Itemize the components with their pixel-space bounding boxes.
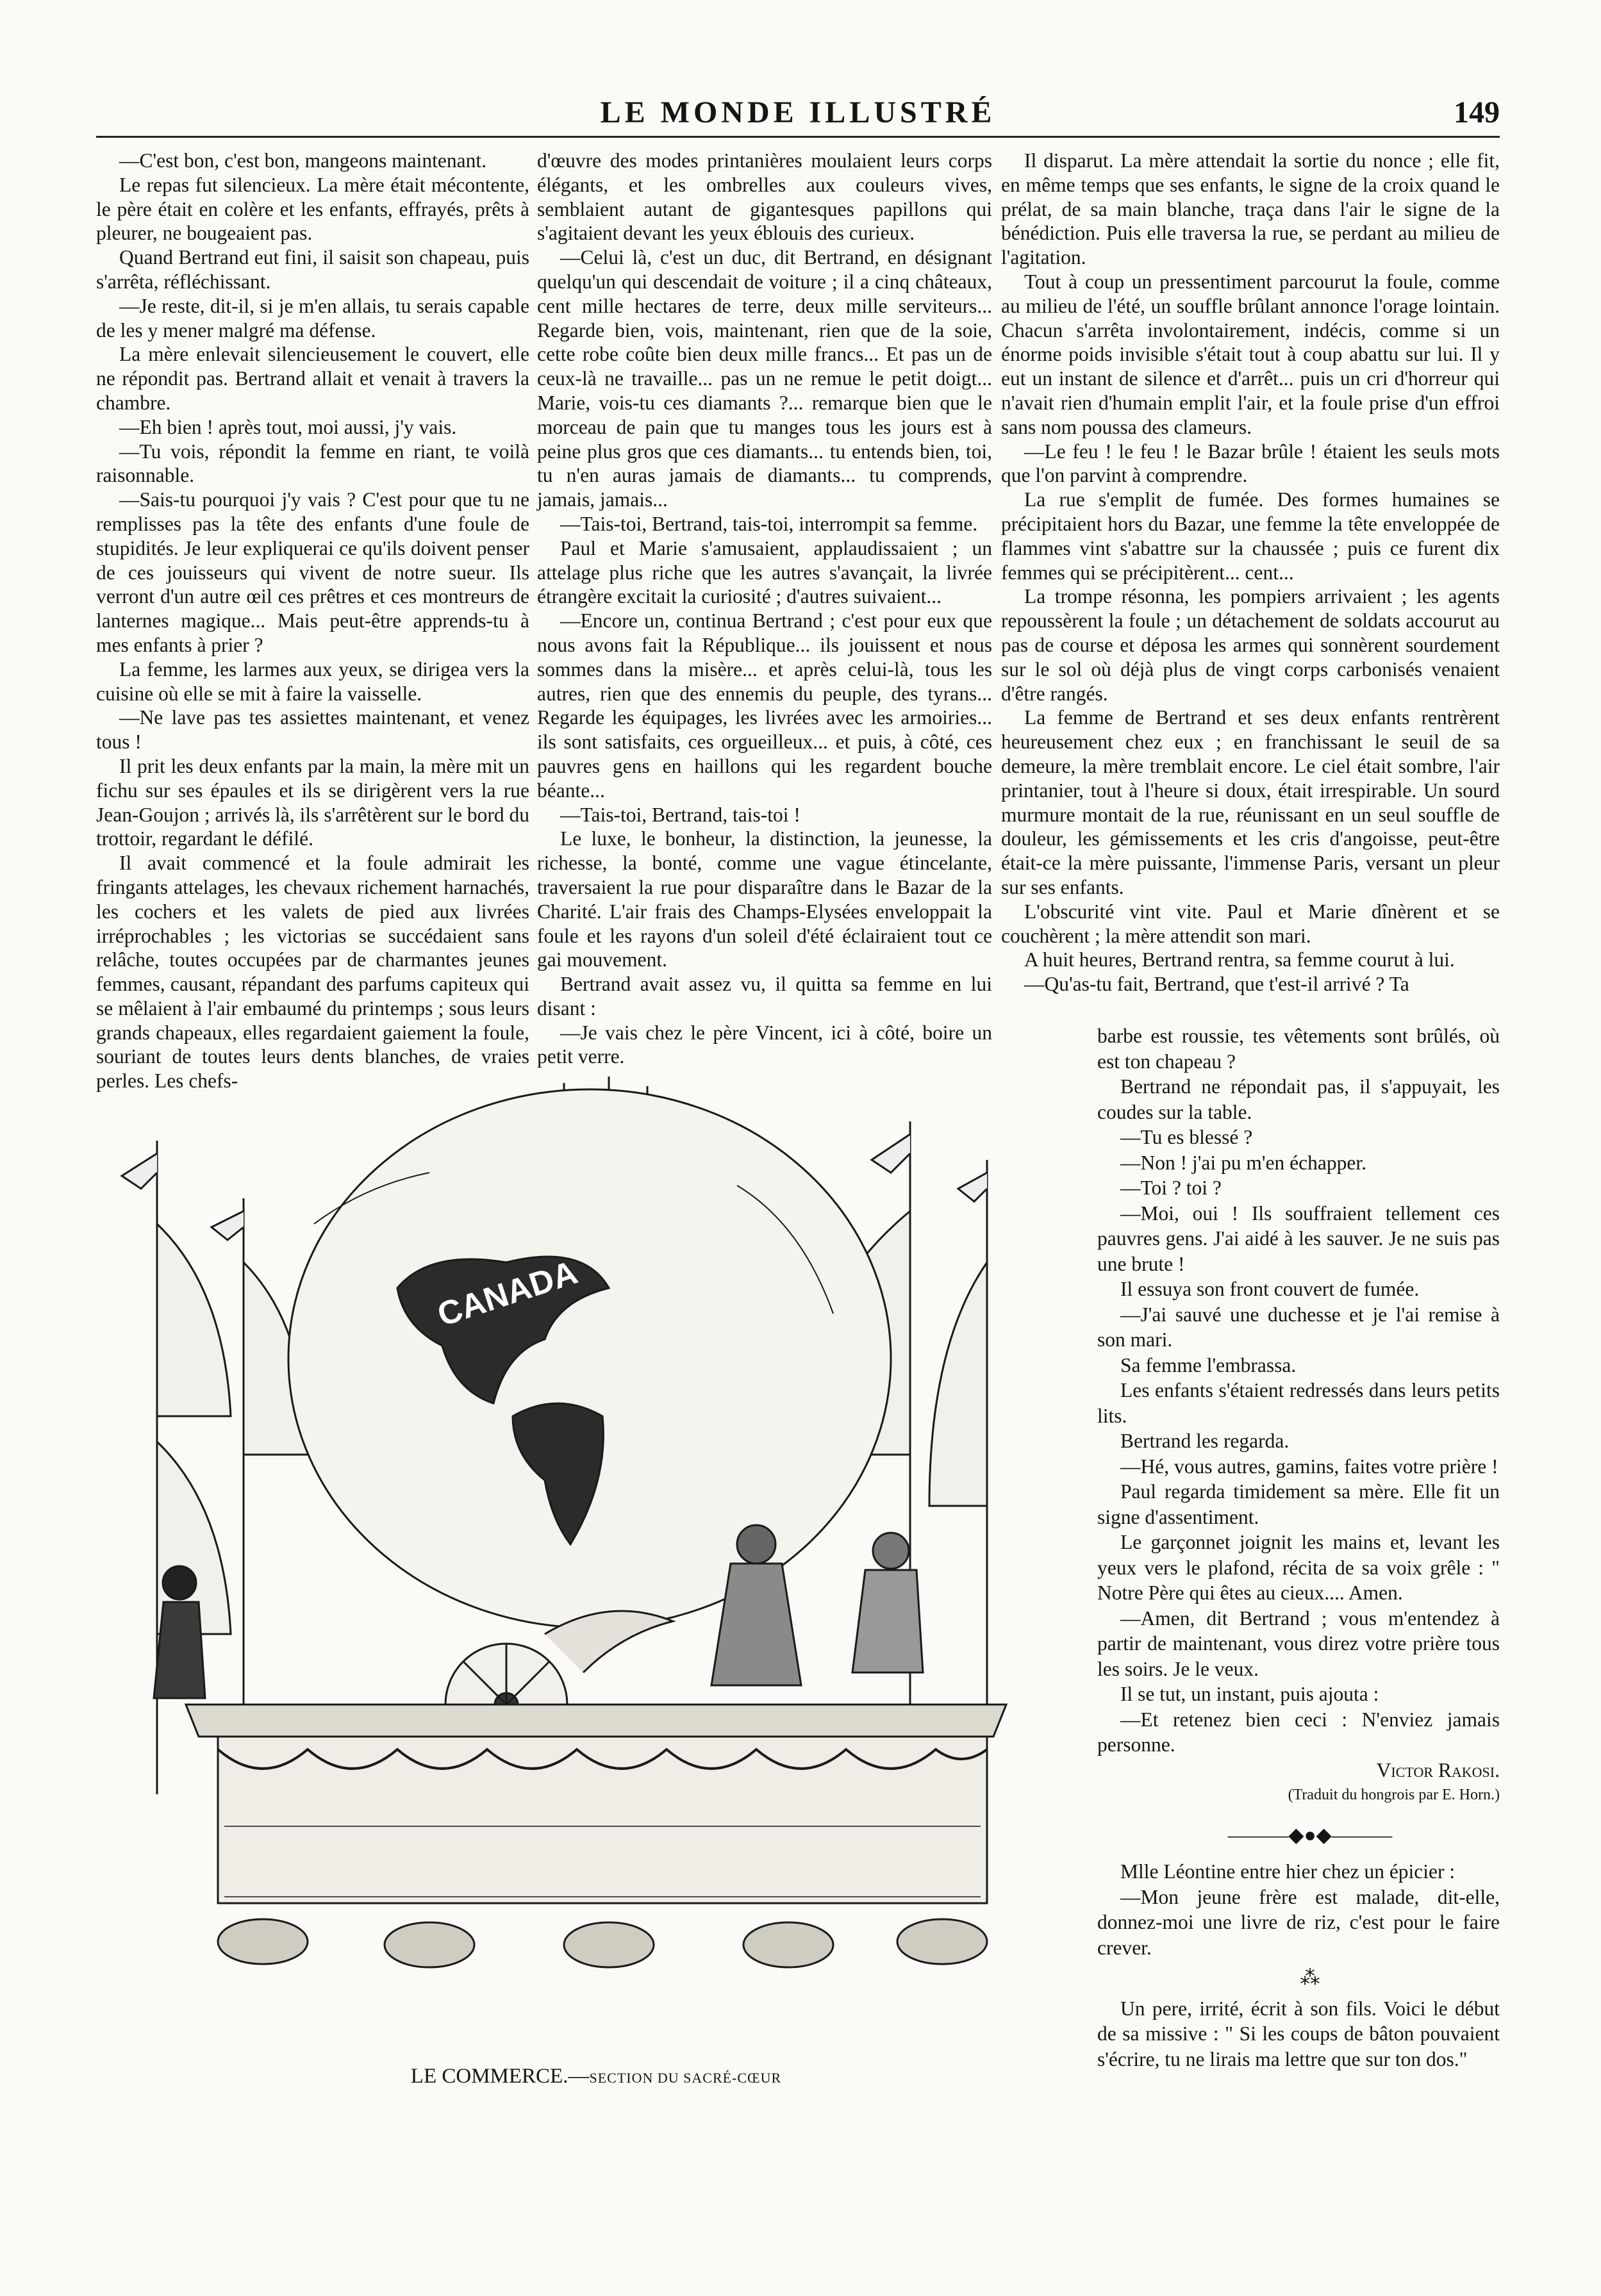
paragraph: —Mon jeune frère est malade, dit-elle, donnez-moi une livre de riz, c'est pour le faire crever. [1097,1885,1500,1959]
paragraph: —Tais-toi, Bertrand, tais-toi, interrompit sa femme. [560,512,978,535]
paragraph: Il prit les deux enfants par la main, la mère mit un fichu sur ses épaules et ils se dirigèrent vers la rue Jean-Goujon ; arrivés là, ils s'arrêtèrent sur le bord du trottoir, regardant le défilé. [96,754,529,850]
paragraph: —Je vais chez le père Vincent, ici à côté, boire un petit verre. [537,1021,992,1068]
paragraph: Il disparut. La mère attendait la sortie du nonce ; elle fit, en même temps que ses enfants, le signe de la croix quand le prélat, de sa main blanche, traça dans l'air le signe de la bénédiction. Puis elle traversa la rue, se perdant au milieu de l'agitation. [1001,149,1500,269]
paragraph: La trompe résonna, les pompiers arrivaient ; les agents repoussèrent la foule ; un détachement de soldats accourut au pas de course et déposa les armes qui sonnèrent sourdement sur le sol où déjà plus de vingt corps carbonisés venaient d'être rangés. [1001,585,1500,705]
paragraph: La femme de Bertrand et ses deux enfants rentrèrent heureusement chez eux ; en franchissant le seuil de sa demeure, la mère tremblait encore. Le ciel était sombre, l'air printanier, tout à l'heure si doux, était irrespirable. Un sourd murmure montait de la rue, réunissant en un seul souffle de douleur, les gémissements et les cris d'angoisse, peut-être était-ce la mère puissante, l'immense Paris, versant un pleur sur ses enfants. [1001,706,1500,898]
paragraph: —Tu vois, répondit la femme en riant, te voilà raisonnable. [96,440,529,487]
caption-subtitle: SECTION DU SACRÉ-CŒUR [589,2070,782,2086]
float-wheels [218,1919,987,1967]
paragraph: —Sais-tu pourquoi j'y vais ? C'est pour que tu ne remplisses pas la tête des enfants d'une foule de stupidités. Je leur expliquerai ce qu'ils doivent penser de ces jouisseurs qui vivent de notre sueur. Ils verront d'un autre œil ces prêtres et ces montreurs de lanternes magique... Mais peut-être apprends-tu à mes enfants à prier ? [96,488,529,656]
text-column-1 [96,149,529,1093]
paragraph: —Amen, dit Bertrand ; vous m'entendez à partir de maintenant, vous direz votre prière tous les soirs. Je le veux. [1097,1606,1500,1680]
paragraph: —Celui là, c'est un duc, dit Bertrand, en désignant quelqu'un qui descendait de voiture ; il a cinq châteaux, cent mille hectares de terre, deux mille serviteurs... Regarde bien, vois, maintenant, rien que de la soie, cette robe coûte bien deux mille francs... Et pas un de ceux-là ne travaille... pas un ne remue le petit doigt... Marie, vois-tu ces diamants ?... remarque bien que le morceau de pain que tu manges tous les jours est à peine plus gros que ces diamants... tu entends bien, toi, tu n'en auras jamais de diamants... tu comprends, jamais, jamais... [537,246,992,511]
header-rule [96,136,1500,138]
paragraph: —Tais-toi, Bertrand, tais-toi ! [560,803,800,826]
text-column-3 [1001,149,1500,996]
translation-credit: (Traduit du hongrois par E. Horn.) [1288,1787,1500,1803]
paragraph: Paul regarda timidement sa mère. Elle fit un signe d'assentiment. [1097,1480,1500,1528]
asterism: ⁂ [1300,1967,1320,1989]
journal-title: LE MONDE ILLUSTRÉ [600,95,996,129]
paragraph: Quand Bertrand eut fini, il saisit son chapeau, puis s'arrêta, réfléchissant. [96,246,529,293]
paragraph: barbe est roussie, tes vêtements sont brûlés, où est ton chapeau ? [1097,1025,1500,1073]
paragraph: —Je reste, dit-il, si je m'en allais, tu serais capable de les y mener malgré ma défense. [96,294,529,342]
paragraph: —Le feu ! le feu ! le Bazar brûle ! étaient les seuls mots que l'on parvint à comprendre. [1001,440,1500,487]
text-column-3-continued [1097,1023,1500,2072]
paragraph: Bertrand ne répondait pas, il s'appuyait, les coudes sur la table. [1097,1075,1500,1123]
paragraph: Mlle Léontine entre hier chez un épicier : [1120,1860,1456,1883]
author-signature: Victor Rakosi. [1376,1758,1500,1781]
paragraph: Bertrand les regarda. [1120,1430,1290,1452]
paragraph: Un pere, irrité, écrit à son fils. Voici le début de sa missive : " Si les coups de bâton pouvaient s'écrire, tu ne lirais ma lettre que sur ton dos." [1097,1997,1500,2070]
paragraph: —Hé, vous autres, gamins, faites votre prière ! [1120,1455,1498,1478]
paragraph: —Et retenez bien ceci : N'enviez jamais personne. [1097,1708,1500,1756]
paragraph: —Qu'as-tu fait, Bertrand, que t'est-il arrivé ? Ta [1024,973,1409,996]
paragraph: Il essuya son front couvert de fumée. [1120,1278,1420,1300]
paragraph: A huit heures, Bertrand rentra, sa femme courut à lui. [1024,948,1455,971]
paragraph: La rue s'emplit de fumée. Des formes humaines se précipitaient hors du Bazar, une femme la tête enveloppée de flammes vint s'abattre sur la chaussée ; puis ce furent dix femmes qui se précipitèrent... cent... [1001,488,1500,584]
paragraph: L'obscurité vint vite. Paul et Marie dînèrent et se couchèrent ; la mère attendit son mari. [1001,900,1500,947]
paragraph: Tout à coup un pressentiment parcourut la foule, comme au milieu de l'été, un souffle brûlant annonce l'orage lointain. Chacun s'arrêta involontairement, indécis, comme si un énorme poids invisible s'était tout à coup abattu sur lui. Il y eut un instant de silence et d'arrêt... puis un cri d'horreur qui n'avait rien d'humain emplit l'air, et la foule prise d'un effroi sans nom poussa des clameurs. [1001,270,1500,438]
paragraph: —Ne lave pas tes assiettes maintenant, et venez tous ! [96,706,529,754]
paragraph: Le repas fut silencieux. La mère était mécontente, le père était en colère et les enfants, effrayés, prêts à pleurer, ne bougeaient pas. [96,173,529,245]
paragraph: —Moi, oui ! Ils souffraient tellement ces pauvres gens. J'ai aidé à les sauver. Je ne suis pas une brute ! [1097,1202,1500,1275]
paragraph: La mère enlevait silencieusement le couvert, elle ne répondit pas. Bertrand allait et venait à travers la chambre. [96,343,529,414]
paragraph: Sa femme l'embrassa. [1120,1353,1297,1376]
mast-right-2 [929,1160,987,1794]
paragraph: Il avait commencé et la foule admirait les fringants attelages, les chevaux richement harnachés, les cochers et les valets de pied aux livrées irréprochables ; les victorias se succédaient sans relâche, toutes occupées par de charmantes jeunes femmes, causant, répandant des parfums capiteux qui se mêlaient à l'air embaumé du printemps ; sous leurs grands chapeaux, elles regardaient gaiement la foule, souriant de toutes leurs dents blanches, de vraies perles. Les chefs- [96,852,529,1093]
paragraph: —Eh bien ! après tout, moi aussi, j'y vais. [119,415,457,438]
paragraph: —J'ai sauvé une duchesse et je l'ai remise à son mari. [1097,1303,1500,1351]
paragraph: d'œuvre des modes printanières moulaient leurs corps élégants, et les ombrelles aux couleurs vives, semblaient autant de gigantesques papillons qui s'agitaient devant les yeux éblouis des curieux. [537,149,992,245]
paragraph: La femme, les larmes aux yeux, se dirigea vers la cuisine où elle se mit à faire la vaisselle. [96,657,529,705]
paragraph: —Encore un, continua Bertrand ; c'est pour eux que nous avons fait la République... ils jouissent et nous sommes dans la misère... et après celui-là, tous les autres, rien que des ennemis du peuple, des tyrans... Regarde les équipages, les livrées avec les armoiries... ils sont satisfaits, ces orgueilleux... et puis, à côté, ces pauvres gens en haillons qui les regardent bouche béante... [537,609,992,802]
commerce-float-illustration [96,1057,1096,2070]
masthead [96,95,1500,140]
caption-main: LE COMMERCE.— [410,2065,590,2088]
paragraph: Paul et Marie s'amusaient, applaudissaient ; un attelage plus riche que les autres s'avançait, la livrée étrangère excitait la curiosité ; d'autres suivaient... [537,536,992,608]
globe-label: CANADA [433,1253,583,1334]
paragraph: Les enfants s'étaient redressés dans leurs petits lits. [1097,1379,1500,1427]
paragraph: Le garçonnet joignit les mains et, levant les yeux vers le plafond, récita de sa voix grêle : " Notre Père qui êtes au cieux.... Amen. [1097,1531,1500,1604]
paragraph: Le luxe, le bonheur, la distinction, la jeunesse, la richesse, la bonté, comme une vague étincelante, traversaient la rue pour disparaître dans le Bazar de la Charité. L'air frais des Champs-Elysées enveloppait la foule et les rayons d'un soleil d'été éclairaient tout ce gai mouvement. [537,827,992,971]
paragraph: Il se tut, un instant, puis ajouta : [1120,1683,1379,1705]
float-platform [186,1705,1006,1903]
paragraph: —Toi ? toi ? [1120,1177,1222,1199]
page-number: 149 [1454,95,1500,129]
text-column-2 [537,149,992,1069]
paragraph: —Tu es blessé ? [1120,1126,1253,1148]
paragraph: —Non ! j'ai pu m'en échapper. [1120,1151,1366,1174]
section-ornament: ———◆●◆——— [1227,1823,1393,1846]
seated-figure-right [711,1525,923,1685]
paragraph: —C'est bon, c'est bon, mangeons maintenant. [119,149,486,172]
globe [288,1089,891,1628]
illustration-caption [96,2065,1096,2088]
paragraph: Bertrand avait assez vu, il quitta sa femme en lui disant : [537,973,992,1020]
